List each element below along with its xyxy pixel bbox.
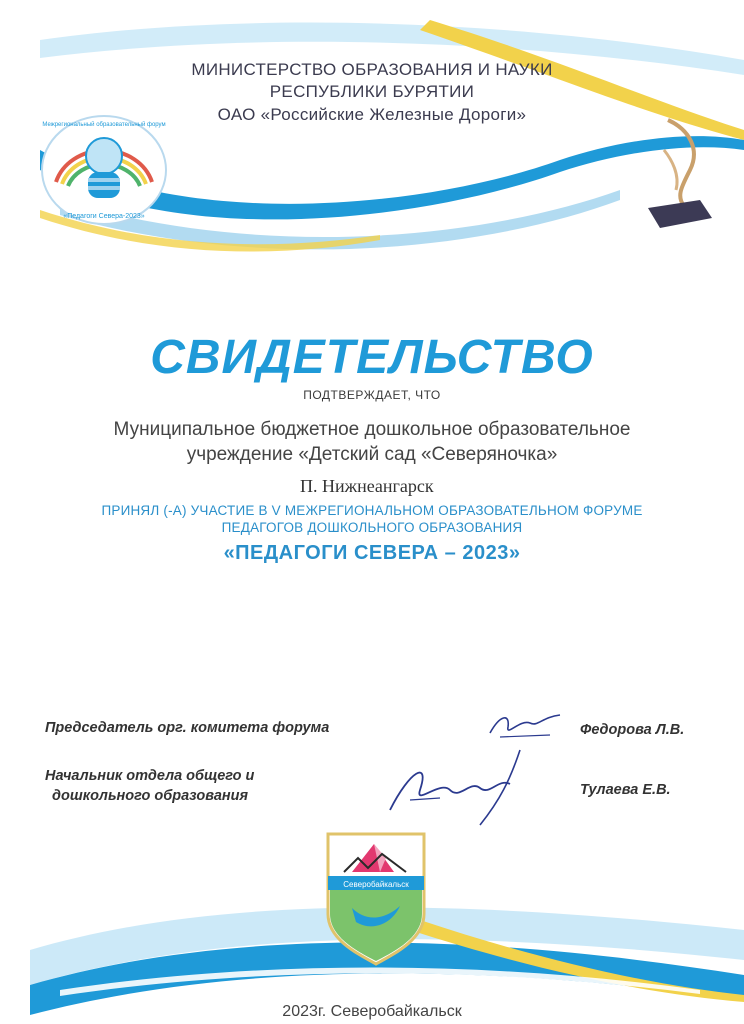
header-rzd: ОАО «Российские Железные Дороги»	[217, 105, 527, 124]
participation-line1: ПРИНЯЛ (-А) УЧАСТИЕ В V МЕЖРЕГИОНАЛЬНОМ ОБРАЗОВАТЕЛЬНОМ ФОРУМЕ	[101, 503, 643, 518]
coat-of-arms	[322, 828, 430, 968]
signature-name-chair: Федорова Л.В.	[580, 722, 685, 738]
recipient-line2: учреждение «Детский сад «Северяночка»	[186, 444, 558, 465]
emblem-text-bottom: «Педагоги Севера-2023»	[63, 213, 145, 220]
participation-line2: ПЕДАГОГОВ ДОШКОЛЬНОГО ОБРАЗОВАНИЯ	[221, 520, 523, 535]
coat-city-label: Северобайкальск	[343, 880, 409, 889]
signature-chair-handwriting	[480, 705, 570, 745]
forum-emblem	[38, 112, 170, 228]
header-republic: РЕСПУБЛИКИ БУРЯТИИ	[269, 82, 475, 101]
signature-role-head-line2: дошкольного образования	[52, 788, 249, 804]
signature-head-handwriting	[380, 740, 540, 830]
forum-name: «ПЕДАГОГИ СЕВЕРА – 2023»	[223, 542, 521, 564]
emblem-text-top: Межрегиональный образовательный форум	[42, 122, 166, 128]
signature-role-head-line1: Начальник отдела общего и	[45, 768, 255, 784]
recipient-line1: Муниципальное бюджетное дошкольное образовательное	[113, 419, 631, 440]
footer-place-year: 2023г. Северобайкальск	[282, 1003, 462, 1020]
locality: П. Нижнеангарск	[300, 476, 434, 496]
signature-name-head: Тулаева Е.В.	[580, 782, 671, 798]
signature-role-chair: Председатель орг. комитета форума	[45, 720, 330, 736]
certificate-confirms: ПОДТВЕРЖДАЕТ, ЧТО	[303, 388, 441, 402]
header-ministry: МИНИСТЕРСТВО ОБРАЗОВАНИЯ И НАУКИ	[191, 60, 553, 79]
certificate-title: СВИДЕТЕЛЬСТВО	[150, 331, 594, 384]
